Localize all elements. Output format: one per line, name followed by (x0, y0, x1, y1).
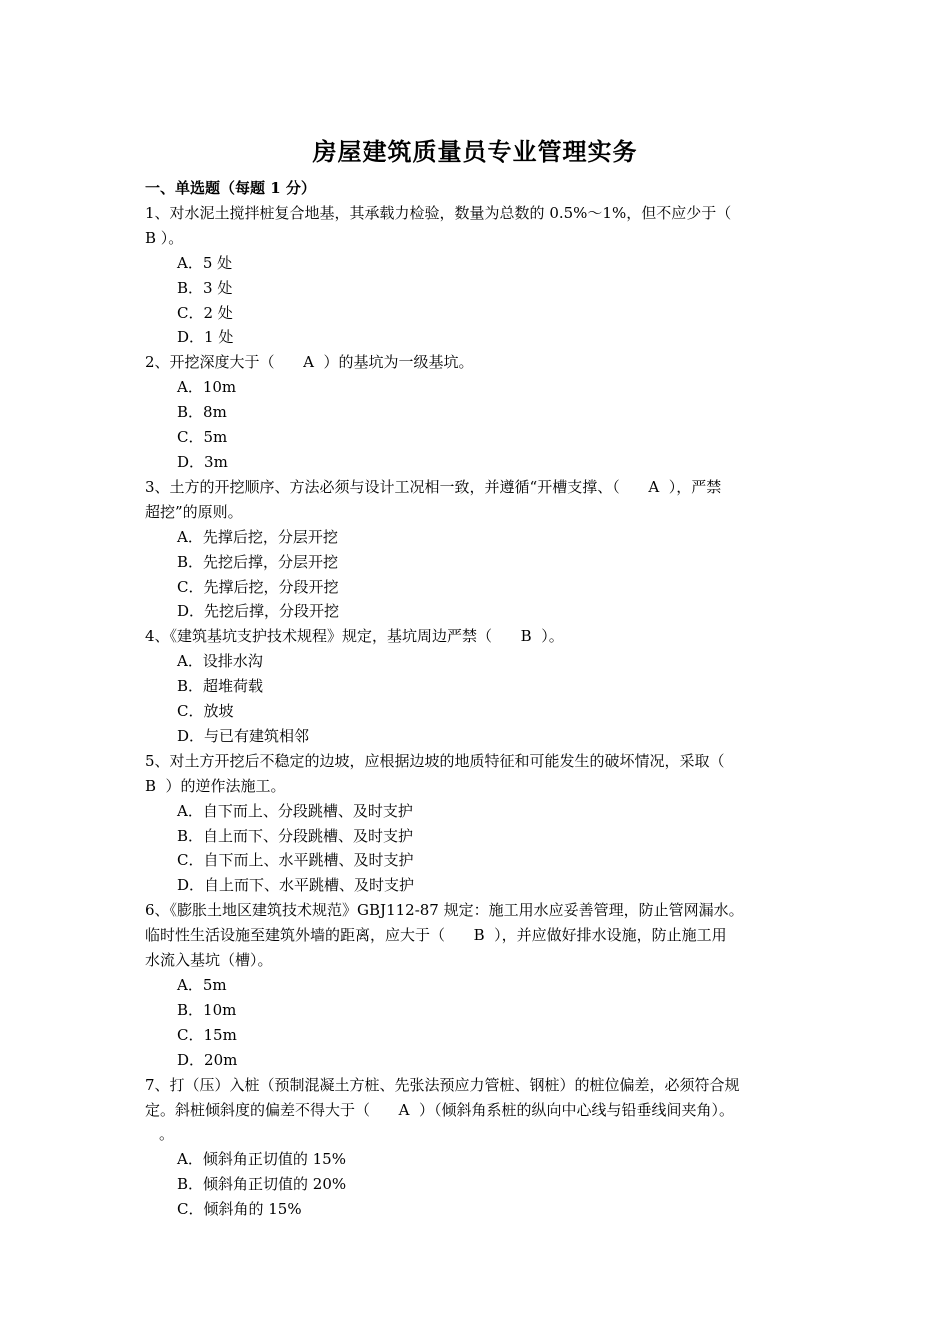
option-a: A．自下而上、分段跳槽、及时支护 (177, 801, 413, 820)
option-c: C．放坡 (177, 702, 234, 721)
question-line: 3、土方的开挖顺序、方法必须与设计工况相一致，并遵循“开槽支撑、（ A ），严禁 (145, 477, 722, 496)
question-line: 1、对水泥土搅拌桩复合地基，其承载力检验，数量为总数的 0.5%～1%，但不应少于（ (145, 203, 732, 222)
option-a: A．5m (177, 976, 227, 994)
question-line: B ）的逆作法施工。 (145, 776, 286, 795)
question-line: 4、《建筑基坑支护技术规程》规定，基坑周边严禁（ B ）。 (145, 627, 564, 646)
option-c: C．倾斜角的 15% (177, 1200, 302, 1219)
option-d: D．3m (177, 452, 228, 471)
option-c: C．先撑后挖，分段开挖 (177, 577, 339, 596)
question-line: 临时性生活设施至建筑外墙的距离，应大于（ B ），并应做好排水设施，防止施工用 (145, 926, 727, 945)
question-3 (145, 475, 813, 624)
option-c: C．15m (177, 1025, 237, 1044)
option-d: D．1 处 (177, 328, 234, 347)
option-a: A．设排水沟 (177, 652, 263, 671)
question-line: 水流入基坑（槽）。 (145, 951, 273, 970)
question-2 (145, 350, 813, 475)
question-line: 5、对土方开挖后不稳定的边坡，应根据边坡的地质特征和可能发生的破坏情况，采取（ (145, 751, 725, 770)
question-line: 7、打（压）入桩（预制混凝土方桩、先张法预应力管桩、钢桩）的桩位偏差，必须符合规 (145, 1075, 740, 1094)
option-b: B．倾斜角正切值的 20% (177, 1175, 347, 1194)
section-heading: 一、单选题（每题 1 分） (145, 179, 316, 197)
option-b: B．8m (177, 403, 227, 422)
question-1 (145, 201, 813, 350)
option-c: C．自下而上、水平跳槽、及时支护 (177, 851, 414, 870)
option-d: D．先挖后撑，分段开挖 (177, 602, 340, 621)
question-line: B ）。 (145, 228, 184, 247)
option-a: A．5 处 (177, 253, 233, 272)
document-title: 房屋建筑质量员专业管理实务 (312, 137, 638, 166)
option-b: B．10m (177, 1000, 237, 1019)
question-line: 6、《膨胀土地区建筑技术规范》GBJ112-87 规定：施工用水应妥善管理，防止管网漏水。 (145, 901, 744, 920)
question-line: 2、开挖深度大于（ A ）的基坑为一级基坑。 (145, 353, 474, 372)
option-b: B．自上而下、分段跳槽、及时支护 (177, 826, 414, 845)
question-line: 定。斜桩倾斜度的偏差不得大于（ A ）（倾斜角系桩的纵向中心线与铅垂线间夹角）。 (145, 1100, 734, 1119)
document-body (145, 176, 813, 1222)
question-line: 超挖”的原则。 (145, 502, 243, 521)
option-b: B．超堆荷载 (177, 677, 264, 696)
option-a: A．10m (177, 378, 237, 397)
option-a: A．先撑后挖，分层开挖 (177, 527, 338, 546)
question-line: 。 (159, 1125, 175, 1144)
option-d: D．20m (177, 1050, 238, 1069)
option-a: A．倾斜角正切值的 15% (177, 1150, 346, 1169)
question-5 (145, 749, 813, 898)
option-d: D．与已有建筑相邻 (177, 726, 310, 745)
option-c: C．5m (177, 428, 228, 447)
option-c: C．2 处 (177, 303, 233, 322)
question-4 (145, 624, 813, 749)
option-b: B．先挖后撑，分层开挖 (177, 552, 339, 571)
option-d: D．自上而下、水平跳槽、及时支护 (177, 876, 415, 895)
question-6 (145, 898, 813, 1072)
question-7 (145, 1073, 813, 1222)
option-b: B．3 处 (177, 278, 233, 297)
